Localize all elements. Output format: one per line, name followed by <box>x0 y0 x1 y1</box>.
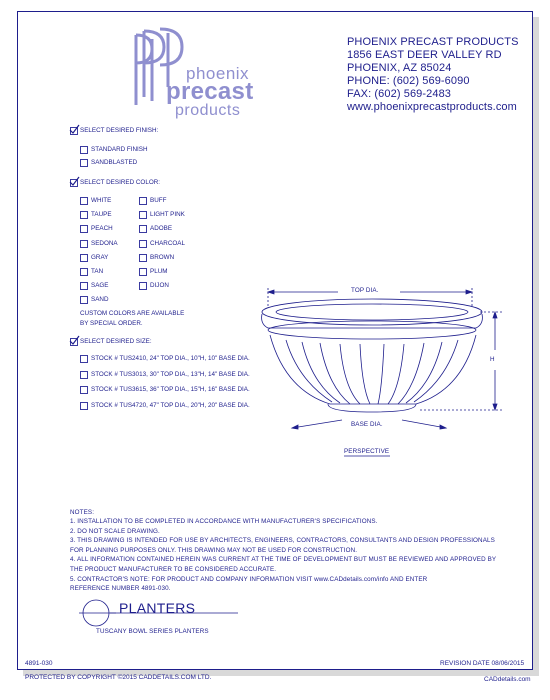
logo-text-phoenix: phoenix <box>186 64 250 83</box>
color-option-peach-label: PEACH <box>91 225 113 233</box>
company-name: PHOENIX PRECAST PRODUCTS <box>347 36 519 48</box>
custom-color-note-1: CUSTOM COLORS ARE AVAILABLE <box>80 310 185 317</box>
color-option-taupe-checkbox[interactable] <box>80 211 88 219</box>
color-option-plum-label: PLUM <box>150 268 168 275</box>
note-line: 2. DO NOT SCALE DRAWING. <box>70 527 160 535</box>
title-subtitle: TUSCANY BOWL SERIES PLANTERS <box>96 628 209 635</box>
color-option-sedona-label: SEDONA <box>91 239 118 247</box>
color-option-charcoal-label: CHARCOAL <box>150 239 185 247</box>
check-icon <box>69 124 80 135</box>
finish-sandblasted-label: SANDBLASTED <box>91 159 138 166</box>
color-option-dijon-label: DIJON <box>150 282 169 290</box>
color-option-tan-checkbox[interactable] <box>80 268 88 276</box>
planter-perspective-drawing <box>240 280 510 460</box>
color-option-light-pink-checkbox[interactable] <box>139 211 147 219</box>
size-option-2-label: STOCK # TUS3013, 30" TOP DIA., 13"H, 14" BASE DIA. <box>91 370 250 378</box>
color-header: SELECT DESIRED COLOR: <box>80 179 161 186</box>
color-option-adobe-checkbox[interactable] <box>139 225 147 233</box>
color-option-sage-checkbox[interactable] <box>80 282 88 290</box>
color-option-buff-label: BUFF <box>150 197 167 204</box>
color-option-white-checkbox[interactable] <box>80 197 88 205</box>
size-option-1-label: STOCK # TUS2410, 24" TOP DIA., 10"H, 10" BASE DIA. <box>91 355 250 362</box>
top-dia-label: TOP DIA. <box>351 287 379 294</box>
finish-standard-checkbox[interactable] <box>80 146 88 154</box>
finish-standard-label: STANDARD FINISH <box>91 146 148 153</box>
revision-date: REVISION DATE 08/06/2015 <box>440 660 525 667</box>
color-option-white-label: WHITE <box>91 197 112 204</box>
note-line: 1. INSTALLATION TO BE COMPLETED IN ACCORDANCE WITH MANUFACTURER'S SPECIFICATIONS. <box>70 518 378 525</box>
color-option-plum-checkbox[interactable] <box>139 268 147 276</box>
height-label: H <box>490 356 495 363</box>
caddetails-brand[interactable]: CADdetails.com <box>484 676 531 683</box>
color-option-dijon-checkbox[interactable] <box>139 282 147 290</box>
perspective-caption: PERSPECTIVE <box>344 448 390 455</box>
size-option-4-label: STOCK # TUS4720, 47" TOP DIA., 20"H, 20" BASE DIA. <box>91 401 250 409</box>
company-address: 1856 EAST DEER VALLEY RD <box>347 49 502 61</box>
reference-number: 4891-030 <box>25 660 53 667</box>
color-option-brown-label: BROWN <box>150 253 175 261</box>
check-icon <box>69 335 80 346</box>
color-option-gray-checkbox[interactable] <box>80 254 88 262</box>
size-option-3-checkbox[interactable] <box>80 386 88 394</box>
company-phone: PHONE: (602) 569-6090 <box>347 75 470 87</box>
note-line: 5. CONTRACTOR'S NOTE: FOR PRODUCT AND COMPANY INFORMATION VISIT www.CADdetails.com/info AND ENTER <box>70 575 428 583</box>
copyright-text: PROTECTED BY COPYRIGHT ©2015 CADDETAILS.COM LTD. <box>25 674 212 681</box>
color-option-adobe-label: ADOBE <box>150 225 173 233</box>
notes-header: NOTES: <box>70 509 95 516</box>
finish-sandblasted-checkbox[interactable] <box>80 159 88 167</box>
color-option-gray-label: GRAY <box>91 253 109 261</box>
size-option-3-label: STOCK # TUS3615, 36" TOP DIA., 15"H, 16" BASE DIA. <box>91 386 250 393</box>
logo-text-products: products <box>175 102 241 119</box>
color-option-sand-checkbox[interactable] <box>80 296 88 304</box>
color-option-peach-checkbox[interactable] <box>80 225 88 233</box>
note-line: 4. ALL INFORMATION CONTAINED HEREIN WAS CURRENT AT THE TIME OF DEVELOPMENT BUT MUST BE REVIEWED AND APPROVED BY <box>70 556 497 564</box>
size-header: SELECT DESIRED SIZE: <box>80 338 152 345</box>
color-option-sage-label: SAGE <box>91 282 109 290</box>
custom-color-note-2: BY SPECIAL ORDER. <box>80 320 143 327</box>
color-option-tan-label: TAN <box>91 268 104 275</box>
size-option-4-checkbox[interactable] <box>80 402 88 410</box>
color-option-taupe-label: TAUPE <box>91 211 112 219</box>
finish-header: SELECT DESIRED FINISH: <box>80 127 159 134</box>
note-line: 3. THIS DRAWING IS INTENDED FOR USE BY ARCHITECTS, ENGINEERS, CONTRACTORS, CONSULTANTS AND DESIGN PROFESSIONALS <box>70 537 495 545</box>
note-line: THE PRODUCT MANUFACTURER TO BE CONSIDERED ACCURATE. <box>70 566 277 573</box>
check-icon <box>69 176 80 187</box>
company-website[interactable]: www.phoenixprecastproducts.com <box>347 101 517 113</box>
company-city: PHOENIX, AZ 85024 <box>347 62 452 74</box>
company-fax: FAX: (602) 569-2483 <box>347 88 452 100</box>
size-option-2-checkbox[interactable] <box>80 371 88 379</box>
note-line: FOR PLANNING PURPOSES ONLY. THIS DRAWING MAY NOT BE USED FOR CONSTRUCTION. <box>70 546 358 554</box>
logo-text-precast: precast <box>166 78 254 105</box>
title-planters: PLANTERS <box>119 600 196 616</box>
base-dia-label: BASE DIA. <box>351 421 383 428</box>
color-option-buff-checkbox[interactable] <box>139 197 147 205</box>
size-option-1-checkbox[interactable] <box>80 355 88 363</box>
color-option-light-pink-label: LIGHT PINK <box>150 211 185 219</box>
color-option-sand-label: SAND <box>91 296 109 304</box>
color-option-sedona-checkbox[interactable] <box>80 240 88 248</box>
color-option-charcoal-checkbox[interactable] <box>139 240 147 248</box>
color-option-brown-checkbox[interactable] <box>139 254 147 262</box>
note-line: REFERENCE NUMBER 4891-030. <box>70 585 171 593</box>
